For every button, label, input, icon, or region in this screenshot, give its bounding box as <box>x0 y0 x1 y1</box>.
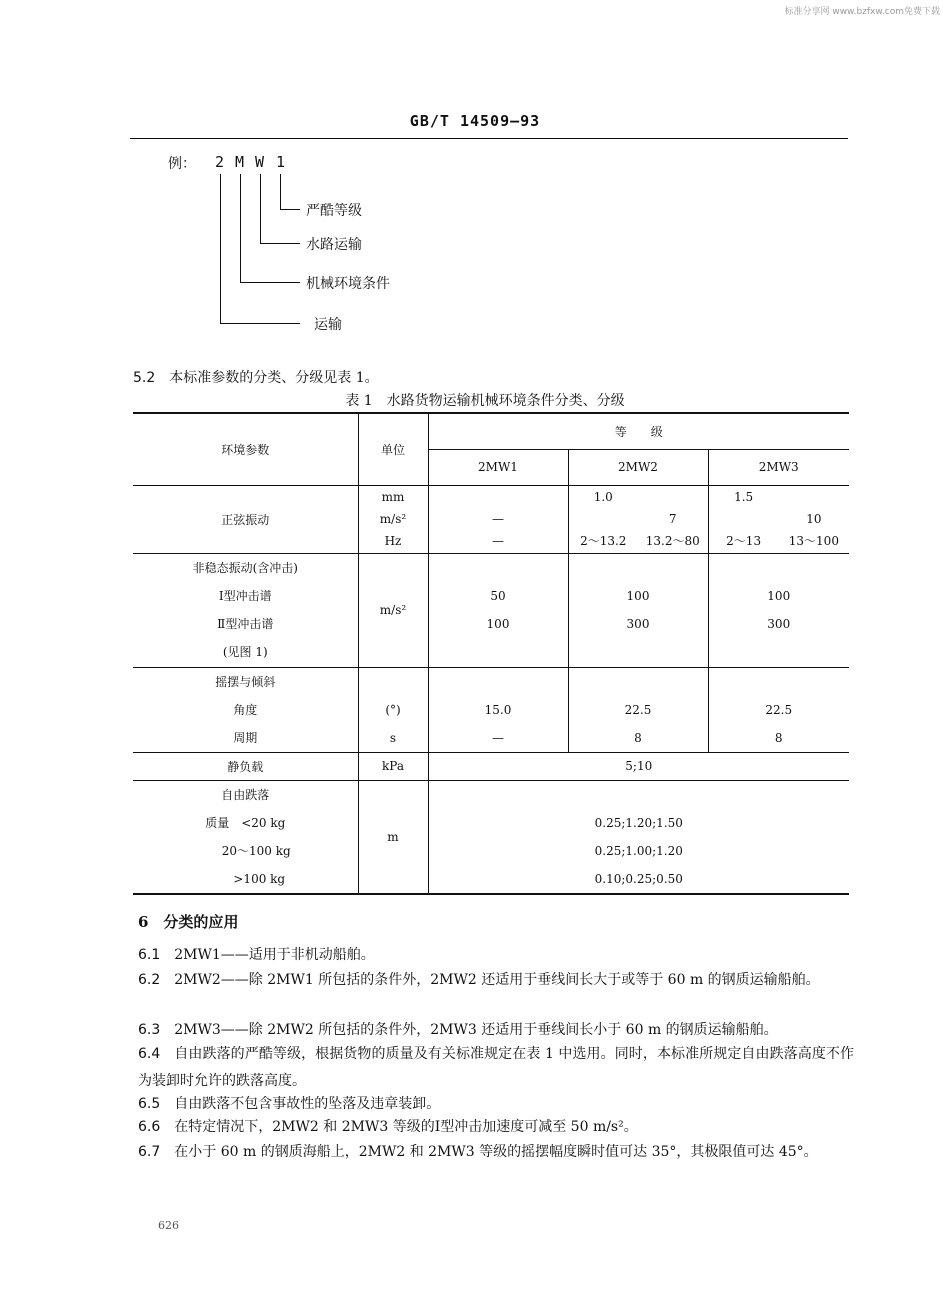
tree-hline-2 <box>260 243 300 244</box>
roll-w1-0 <box>429 668 568 696</box>
section-5-2 <box>133 367 379 387</box>
sine-w2-hz-low: 2～13.2 <box>580 534 627 548</box>
fall-value-0 <box>429 781 850 809</box>
fall-name-2: 20～100 kg <box>221 843 291 858</box>
tree-vline-4 <box>220 174 221 324</box>
tree-hline-4 <box>220 323 300 324</box>
roll-name-2: 周期 <box>233 730 258 745</box>
roll-unit-period: s <box>389 730 397 745</box>
row-shock-2mw3 <box>708 553 849 667</box>
clause-number: 6.7 <box>138 1144 161 1160</box>
standard-header-title: GB/T 14509—93 <box>409 112 541 130</box>
sine-w3-mm: 1.5 <box>734 490 754 504</box>
row-static-name: 静负载 <box>133 752 358 780</box>
clause-number: 6.5 <box>138 1096 161 1112</box>
roll-w2-period: 8 <box>634 730 642 745</box>
clause-text: 自由跌落不包含事故性的坠落及违章装卸。 <box>174 1096 441 1112</box>
fall-name-1: 质量 <20 kg <box>205 815 286 830</box>
clause-text: 自由跌落的严酷等级，根据货物的质量及有关标准规定在表 1 中选用。同时，本标准所规定自由跌落高度不作为装卸时允许的跌落高度。 <box>138 1046 854 1089</box>
code-char-m: M <box>235 153 245 171</box>
clause-6-2 <box>138 967 854 994</box>
shock-w3-2: 300 <box>767 617 791 631</box>
clause-number: 6.2 <box>138 972 161 988</box>
row-shock-2mw2 <box>568 553 708 667</box>
classification-table <box>133 412 849 895</box>
tree-label-water-transport: 水路运输 <box>306 237 362 253</box>
roll-name-1: 角度 <box>233 702 258 717</box>
row-static-value: 5;10 <box>428 752 849 780</box>
row-static-unit: kPa <box>358 752 428 780</box>
sine-w1-mm <box>429 486 568 508</box>
shock-w3-3 <box>709 638 850 666</box>
sine-w1-hz: — <box>492 534 504 548</box>
sine-w2-mm: 1.0 <box>593 490 613 504</box>
shock-w2-1: 100 <box>626 589 650 603</box>
row-roll-names <box>133 667 358 752</box>
sine-w3a-accel <box>709 508 779 530</box>
fall-value-3: 0.10;0.25;0.50 <box>594 871 683 886</box>
roll-name-0: 摇摆与倾斜 <box>215 674 276 689</box>
roll-w1-period: — <box>492 730 504 745</box>
row-shock-2mw1 <box>428 553 568 667</box>
sine-w3b-mm <box>779 486 849 508</box>
clause-6-4 <box>138 1041 854 1095</box>
header-unit: 单位 <box>358 413 428 485</box>
row-fall-values <box>428 780 849 894</box>
roll-w3-period: 8 <box>774 730 783 745</box>
shock-w1-0 <box>429 554 568 582</box>
row-sine-name: 正弦振动 <box>133 485 358 553</box>
sine-w3-hz-high: 13～100 <box>788 534 839 548</box>
roll-unit-angle: (°) <box>385 702 401 717</box>
header-class-2mw3: 2MW3 <box>708 449 849 485</box>
row-sine-2mw3 <box>708 485 849 553</box>
row-sine-2mw1 <box>428 485 568 553</box>
roll-w3-angle: 22.5 <box>765 702 793 717</box>
header-class-2mw1: 2MW1 <box>428 449 568 485</box>
clause-text: 在特定情况下，2MW2 和 2MW3 等级的Ⅰ型冲击加速度可减至 50 m/s²。 <box>174 1119 638 1135</box>
shock-w1-1: 50 <box>490 589 506 603</box>
sine-w3-hz-low: 2～13 <box>726 534 762 548</box>
clause-number: 6.1 <box>138 947 161 963</box>
sine-w2-accel: 7 <box>668 512 677 526</box>
sine-w2a-accel <box>569 508 639 530</box>
tree-label-severity: 严酷等级 <box>306 203 362 219</box>
tree-vline-1 <box>280 174 281 210</box>
clause-text: 2MW1——适用于非机动船舶。 <box>174 947 375 963</box>
clause-number: 6.4 <box>138 1046 161 1062</box>
row-fall-names <box>133 780 358 894</box>
shock-w2-2: 300 <box>626 617 650 631</box>
row-roll-2mw1 <box>428 667 568 752</box>
table-caption: 表 1 水路货物运输机械环境条件分类、分级 <box>345 393 625 409</box>
shock-w3-1: 100 <box>767 589 791 603</box>
roll-w3-0 <box>709 668 850 696</box>
section-6-title: 6 分类的应用 <box>138 913 239 931</box>
page-number: 626 <box>158 1219 179 1232</box>
header-grade: 等 级 <box>428 413 849 449</box>
tree-label-mechanical: 机械环境条件 <box>306 276 390 292</box>
clause-6-3 <box>138 1017 854 1044</box>
code-char-w: W <box>255 153 265 171</box>
row-roll-2mw2 <box>568 667 708 752</box>
shock-w3-0 <box>709 554 850 582</box>
fall-value-2: 0.25;1.00;1.20 <box>594 843 683 858</box>
sine-w2b-mm <box>638 486 708 508</box>
code-char-1: 1 <box>276 153 286 171</box>
sine-w1-accel: — <box>492 512 504 526</box>
shock-name-3: (见图 1) <box>222 645 268 659</box>
example-label: 例： <box>168 156 196 172</box>
clause-text: 2MW2——除 2MW1 所包括的条件外，2MW2 还适用于垂线间长大于或等于 60 m 的钢质运输船舶。 <box>174 972 820 988</box>
tree-hline-1 <box>280 209 300 210</box>
tree-label-transport: 运输 <box>314 317 342 333</box>
row-shock-unit: m/s² <box>358 553 428 667</box>
shock-w2-0 <box>569 554 708 582</box>
shock-name-2: Ⅱ型冲击谱 <box>217 617 274 631</box>
clause-6-1 <box>138 942 854 969</box>
header-param: 环境参数 <box>133 413 358 485</box>
clause-number: 6.6 <box>138 1119 161 1135</box>
row-roll-units <box>358 667 428 752</box>
clause-text: 2MW3——除 2MW2 所包括的条件外，2MW3 还适用于垂线间长小于 60 m 的钢质运输船舶。 <box>174 1022 778 1038</box>
code-char-2: 2 <box>215 153 225 171</box>
sine-unit-mm: mm <box>381 490 405 504</box>
header-rule <box>130 138 848 139</box>
section-number: 5.2 <box>133 370 156 386</box>
clause-text: 在小于 60 m 的钢质海船上，2MW2 和 2MW3 等级的摇摆幅度瞬时值可达 35°，其极限值可达 45°。 <box>174 1144 818 1160</box>
roll-w2-0 <box>569 668 708 696</box>
watermark-text: 标准分享网 www.bzfxw.com免费下载 <box>784 7 940 17</box>
tree-vline-3 <box>240 174 241 283</box>
row-fall-unit: m <box>358 780 428 894</box>
row-roll-2mw3 <box>708 667 849 752</box>
tree-vline-2 <box>260 174 261 244</box>
clause-number: 6.3 <box>138 1022 161 1038</box>
section-text: 本标准参数的分类、分级见表 1。 <box>169 370 379 386</box>
shock-w1-3 <box>429 638 568 666</box>
tree-hline-3 <box>240 282 300 283</box>
sine-w3-accel: 10 <box>806 512 822 526</box>
roll-unit-0 <box>359 668 428 696</box>
fall-name-0: 自由跌落 <box>221 787 270 802</box>
shock-name-1: Ⅰ型冲击谱 <box>218 589 272 603</box>
fall-name-3: >100 kg <box>233 871 286 886</box>
sine-w2-hz-high: 13.2～80 <box>645 534 700 548</box>
clause-6-7 <box>138 1139 854 1166</box>
row-sine-units <box>358 485 428 553</box>
row-shock-names <box>133 553 358 667</box>
roll-w2-angle: 22.5 <box>624 702 652 717</box>
fall-value-1: 0.25;1.20;1.50 <box>594 815 683 830</box>
shock-w1-2: 100 <box>486 617 510 631</box>
roll-w1-angle: 15.0 <box>484 702 512 717</box>
sine-unit-accel: m/s² <box>379 512 407 526</box>
row-sine-2mw2 <box>568 485 708 553</box>
sine-unit-hz: Hz <box>384 534 402 548</box>
shock-w2-3 <box>569 638 708 666</box>
shock-name-0: 非稳态振动(含冲击) <box>192 561 298 575</box>
clause-6-6 <box>138 1114 854 1141</box>
header-class-2mw2: 2MW2 <box>568 449 708 485</box>
